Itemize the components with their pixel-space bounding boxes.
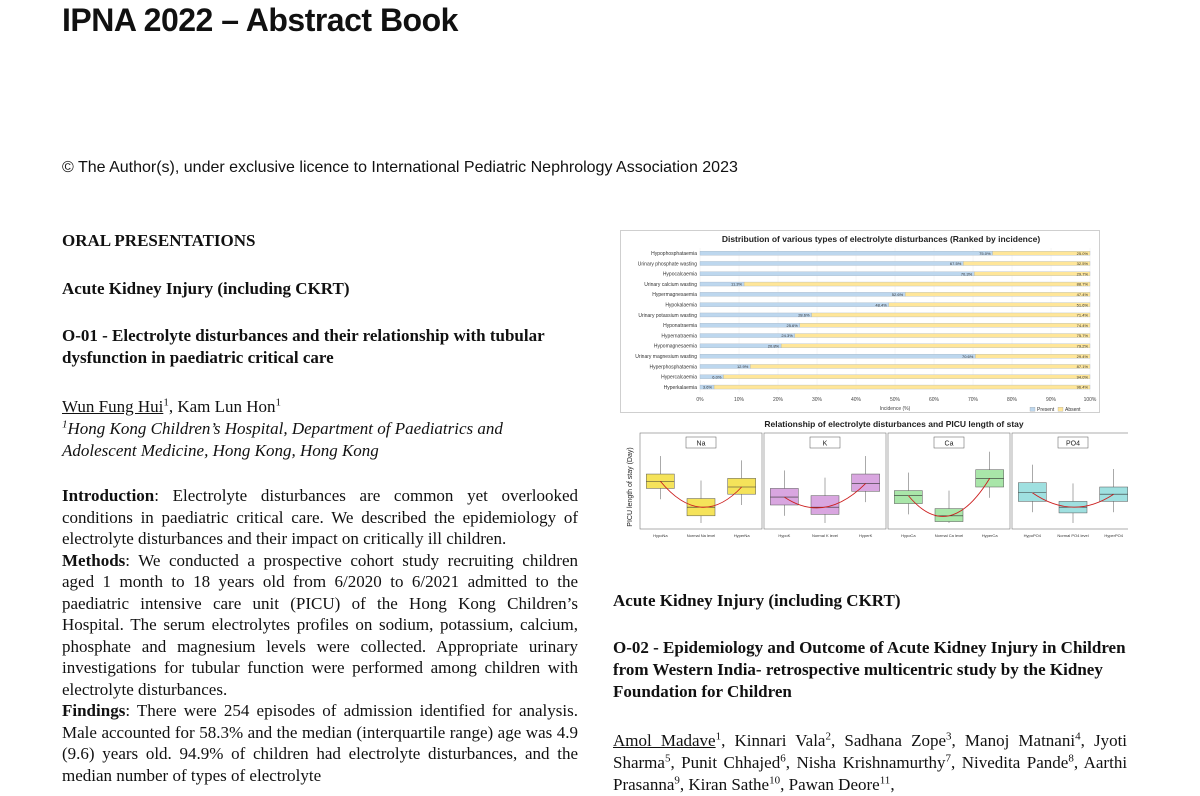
chart-data-label: 25.0% [1076, 250, 1088, 256]
author-separator: , [670, 753, 682, 772]
chart-bar-segment [800, 323, 1090, 327]
author-superscript: 2 [825, 730, 831, 743]
chart-bar-segment [812, 313, 1090, 317]
author-superscript: 7 [945, 752, 952, 765]
chart-x-tick-label: 60% [928, 397, 940, 404]
chart-x-tick-label: HyperK [858, 533, 873, 538]
left-column [62, 230, 578, 786]
chart-x-tick-label: 0% [696, 397, 704, 404]
author-superscript: 6 [780, 752, 786, 765]
chart-data-label: 24.3% [781, 333, 793, 339]
chart-data-label: 48.4% [875, 302, 887, 308]
chart-panel-label: Na [696, 440, 706, 448]
chart-x-tick-label: 30% [811, 397, 823, 404]
chart-data-label: 52.6% [891, 291, 904, 297]
chart-x-tick-label: Normal PO4 level [1057, 533, 1089, 538]
methods-paragraph [62, 550, 578, 701]
findings-text: : There were 254 episodes of admission identified for analysis. Male accounted for 58.3% and the median (interquartile range) age was 4.9 (9.6) years old. 94.9% of children had electrolyte disturbances, and the median number of types of electrolyte [62, 701, 578, 785]
chart-x-axis-label: Incidence (%) [879, 406, 911, 413]
chart-x-tick-label: 20% [772, 397, 784, 404]
chart-box [894, 491, 922, 504]
chart-title: Distribution of various types of electrolyte disturbances (Ranked by incidence) [721, 234, 1041, 244]
findings-label: Findings [62, 701, 126, 720]
chart-category-label: Urinary magnesium wasting [635, 353, 697, 360]
author-separator: , [780, 775, 789, 794]
chart-x-tick-label: Normal Na level [686, 533, 716, 538]
chart-data-label: 87.1% [1076, 364, 1088, 370]
chart-x-tick-label: HyperCa [981, 533, 998, 538]
chart-data-label: 70.6% [961, 353, 974, 359]
author-separator: , [890, 775, 895, 794]
chart-x-tick-label: 100% [1083, 397, 1097, 404]
chart-data-label: 32.5% [1076, 261, 1088, 267]
chart-bar-segment [714, 385, 1090, 389]
author-name: Pawan Deore [788, 775, 880, 794]
chart-bar-segment [889, 303, 1090, 307]
author-superscript: 1 [715, 730, 722, 743]
chart-x-tick-label: HypoPO4 [1023, 533, 1042, 538]
author-superscript: 5 [664, 752, 671, 765]
chart-bar-segment [700, 261, 963, 265]
introduction-paragraph [62, 485, 578, 550]
chart-category-label: Hypermagnesaemia [652, 292, 697, 299]
chart-x-tick-label: HypoK [778, 533, 791, 538]
author-separator: , [721, 731, 735, 750]
chart-data-label: 67.5% [949, 261, 962, 267]
author-superscript: 3 [946, 730, 952, 743]
chart-category-label: Urinary phosphate wasting [637, 261, 697, 268]
author-separator: , [830, 731, 845, 750]
author-superscript: 8 [1068, 752, 1074, 765]
chart-x-tick-label: Normal K level [811, 533, 839, 538]
affiliation [62, 418, 578, 462]
chart-data-label: 6.0% [712, 374, 722, 380]
chart-data-label: 75.0% [979, 250, 991, 256]
chart-data-label: 96.4% [1076, 384, 1088, 390]
author-name: Manoj Matnani [964, 731, 1076, 750]
chart-panel-label: K [822, 440, 828, 448]
chart-x-tick-label: HyperPO4 [1104, 533, 1124, 538]
chart-data-label: 79.2% [1076, 343, 1088, 349]
affiliation-superscript: 1 [62, 418, 68, 431]
chart-legend-label: Present [1037, 407, 1055, 413]
book-title: IPNA 2022 – Abstract Book [62, 2, 458, 38]
affiliation-text: Hong Kong Children’s Hospital, Department of Paediatrics and Adolescent Medicine, Hong Kong, Hong Kong [62, 419, 503, 460]
chart-box [728, 478, 756, 494]
author-superscript: 1 [275, 396, 282, 409]
chart-data-label: 28.6% [798, 312, 810, 318]
chart-x-tick-label: 40% [850, 397, 862, 404]
author-separator: , [168, 397, 178, 416]
chart-data-label: 70.3% [960, 271, 973, 277]
author-name: Punit Chhajed [681, 753, 781, 772]
chart-legend-swatch [1030, 407, 1035, 411]
chart-x-tick-label: 70% [967, 397, 979, 404]
chart-bar-segment [700, 251, 993, 255]
author-separator: , [1073, 753, 1084, 772]
chart-data-label: 3.6% [702, 384, 713, 390]
chart-category-label: Hypophosphataemia [651, 250, 697, 257]
chart-data-label: 11.3% [731, 281, 743, 287]
author-name: Kiran Sathe [688, 775, 770, 794]
copyright-notice: © The Author(s), under exclusive licence to International Pediatric Nephrology Association 2023 [62, 159, 738, 176]
chart-bar-segment [905, 292, 1090, 296]
chart-x-tick-label: Normal Ca level [934, 533, 964, 538]
chart-data-label: 12.9% [736, 364, 749, 370]
findings-paragraph [62, 700, 578, 786]
chart-bar-segment [700, 354, 975, 358]
author-name: Sadhana Zope [844, 731, 947, 750]
chart-legend-label: Absent [1065, 407, 1081, 413]
chart-category-label: Hypercalcaemia [661, 374, 697, 381]
chart-bar-segment [781, 344, 1090, 348]
introduction-text: : Electrolyte disturbances are common yet overlooked conditions in paediatric critical care. We described the epidemiology of electrolyte disturbances and their impact on critically ill children. [62, 486, 578, 548]
chart-bar-segment [700, 272, 974, 276]
chart-category-label: Hypokalaemia [665, 302, 697, 309]
author-superscript: 10 [769, 774, 781, 787]
chart-x-tick-label: HyperNa [733, 533, 750, 538]
author-name: Amol Madave [613, 731, 716, 750]
chart-bar-segment [700, 303, 889, 307]
author-name: Nisha Krishnamurthy [796, 753, 946, 772]
chart-category-label: Hyponatraemia [663, 323, 697, 330]
chart-bar-segment [744, 282, 1090, 286]
chart-x-tick-label: 10% [733, 397, 745, 404]
chart-panel-label: PO4 [1065, 440, 1081, 448]
chart-data-label: 75.7% [1076, 333, 1088, 339]
chart-data-label: 71.4% [1076, 312, 1088, 318]
length-of-stay-boxplot-figure [620, 417, 1128, 545]
chart-data-label: 74.4% [1076, 322, 1088, 328]
author-name: Kam Lun Hon [177, 397, 276, 416]
subsection-heading: Acute Kidney Injury (including CKRT) [62, 279, 350, 298]
author-separator: , [679, 775, 689, 794]
author-name: Jyoti Sharma [613, 731, 1128, 772]
chart-bar-segment [750, 364, 1090, 368]
chart-bar-segment [963, 261, 1090, 265]
chart-legend-swatch [1058, 407, 1063, 411]
chart-box [852, 474, 880, 491]
chart-category-label: Hyperphosphataemia [649, 364, 697, 371]
author-superscript: 4 [1075, 730, 1081, 743]
subsection-heading-2: Acute Kidney Injury (including CKRT) [613, 591, 901, 610]
author-separator: , [785, 753, 797, 772]
introduction-label: Introduction [62, 486, 155, 505]
chart-data-label: 88.7% [1076, 281, 1088, 287]
chart-category-label: Urinary potassium wasting [638, 312, 697, 319]
chart-x-tick-label: 50% [889, 397, 901, 404]
chart-y-axis-label: PICU length of stay (Day) [627, 447, 634, 527]
chart-category-label: Hyperkalaemia [663, 384, 697, 391]
chart-data-label: 25.6% [786, 322, 798, 328]
chart-data-label: 47.4% [1076, 291, 1088, 297]
section-heading: ORAL PRESENTATIONS [62, 231, 256, 250]
chart-x-tick-label: HypoNa [653, 533, 668, 538]
author-superscript: 9 [674, 774, 680, 787]
author-list [62, 396, 578, 418]
chart-bar-segment [975, 354, 1090, 358]
author-superscript: 11 [879, 774, 891, 787]
chart-category-label: Urinary calcium wasting [644, 281, 697, 288]
author-list-2 [613, 730, 1127, 796]
chart-category-label: Hypernatraemia [661, 333, 697, 340]
chart-x-tick-label: HypoCa [901, 533, 916, 538]
chart-bar-segment [700, 313, 812, 317]
right-column [613, 590, 1127, 796]
chart-category-label: Hypocalcaemia [662, 271, 697, 278]
chart-x-tick-label: 90% [1045, 397, 1057, 404]
methods-label: Methods [62, 550, 126, 570]
chart-bar-segment [974, 272, 1090, 276]
chart-bar-segment [993, 251, 1091, 255]
chart-data-label: 20.8% [767, 343, 780, 349]
chart-data-label: 51.6% [1076, 302, 1088, 308]
article-title-2: O-02 - Epidemiology and Outcome of Acute Kidney Injury in Children from Western India- retrospective multicentric study by the Kidney Foundation for Children [613, 638, 1126, 701]
chart-category-label: Hypomagnesaemia [653, 343, 697, 350]
author-separator: , [951, 731, 965, 750]
chart-box [935, 509, 963, 522]
author-separator: , [1080, 731, 1094, 750]
chart-bar-segment [700, 292, 905, 296]
author-separator: , [951, 753, 962, 772]
chart-data-label: 94.0% [1076, 374, 1088, 380]
chart-data-label: 29.7% [1076, 271, 1088, 277]
article-title: O-01 - Electrolyte disturbances and their relationship with tubular dysfunction in paediatric critical care [62, 326, 545, 367]
chart-title: Relationship of electrolyte disturbances and PICU length of stay [764, 419, 1024, 429]
chart-bar-segment [723, 375, 1090, 379]
author-name: Aarthi Prasanna [613, 753, 1128, 794]
methods-text: : We conducted a prospective cohort study recruiting children aged 1 month to 18 years old from 6/2020 to 6/2021 admitted to the paediatric intensive care unit (PICU) of the Hong Kong Children’s Hospital. The serum electrolytes profiles on sodium, potassium, calcium, phosphate and magnesium levels were collected. Appropriate urinary investigations for tubular function were performed among children with electrolyte disturbances. [62, 550, 578, 699]
electrolyte-distribution-chart [620, 230, 1100, 413]
author-name: Wun Fung Hui [62, 397, 164, 416]
author-superscript: 1 [163, 396, 169, 409]
chart-x-tick-label: 80% [1006, 397, 1018, 404]
author-name: Nivedita Pande [961, 753, 1069, 772]
chart-bar-segment [700, 323, 800, 327]
chart-panel-label: Ca [944, 440, 954, 448]
chart-data-label: 29.4% [1076, 353, 1088, 359]
chart-bar-segment [795, 334, 1090, 338]
author-name: Kinnari Vala [734, 731, 826, 750]
